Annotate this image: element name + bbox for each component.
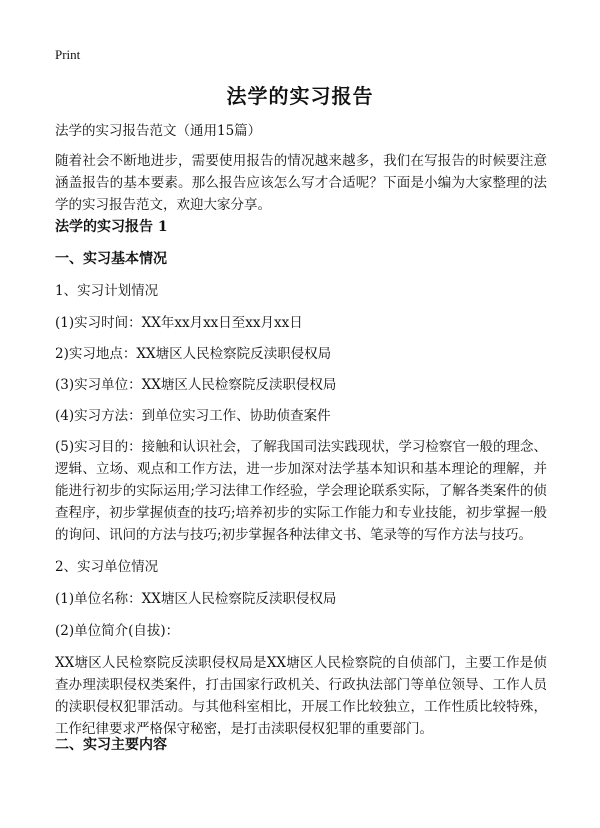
page-title: 法学的实习报告 (226, 84, 374, 108)
unit-intro-paragraph: XX塘区人民检察院反渎职侵权局是XX塘区人民检察院的自侦部门，主要工作是侦查办理渎职侵权类案件，打击国家行政机关、行政执法部门等单位领导、工作人员的渎职侵权犯罪活动。与其他科室相比，开展工作比较独立，工作性质比较特殊，工作纪律要求严格保守秘密，是打击渎职侵权犯罪的重要部门。 (55, 655, 547, 737)
subsection-heading-1: 1、实习计划情况 (55, 283, 159, 299)
list-item: 2)实习地点：XX塘区人民检察院反渎职侵权局 (55, 346, 332, 362)
unit-name: (1)单位名称：XX塘区人民检察院反渎职侵权局 (55, 591, 337, 607)
subsection-heading-2: 2、实习单位情况 (55, 559, 159, 575)
report-heading: 法学的实习报告 1 (55, 219, 168, 235)
intro-paragraph: 随着社会不断地进步，需要使用报告的情况越来越多，我们在写报告的时候要注意涵盖报告的基本要素。那么报告应该怎么写才合适呢？下面是小编为大家整理的法学的实习报告范文，欢迎大家分享。 (55, 153, 547, 213)
section-heading-2: 二、实习主要内容 (55, 737, 167, 753)
print-label[interactable]: Print (55, 47, 81, 62)
subtitle: 法学的实习报告范文（通用15篇） (55, 123, 262, 139)
section-heading-1: 一、实习基本情况 (55, 251, 167, 267)
unit-intro-label: (2)单位简介(自拔)： (55, 623, 180, 639)
list-item: (5)实习目的：接触和认识社会，了解我国司法实践现状，学习检察官一般的理念、逻辑、立场、观点和工作方法，进一步加深对法学基本知识和基本理论的理解，并能进行初步的实际运用;学习法律工作经验，学会理论联系实际，了解各类案件的侦查程序，初步掌握侦查的技巧;培养初步的实际工作能力和专业技能，初步掌握一般的询问、讯问的方法与技巧;初步掌握各种法律文书、笔录等的写作方法与技巧。 (55, 439, 547, 543)
list-item: (1)实习时间：XX年xx月xx日至xx月xx日 (55, 315, 303, 331)
list-item: (4)实习方法：到单位实习工作、协助侦查案件 (55, 408, 331, 424)
list-item: (3)实习单位：XX塘区人民检察院反渎职侵权局 (55, 377, 337, 393)
